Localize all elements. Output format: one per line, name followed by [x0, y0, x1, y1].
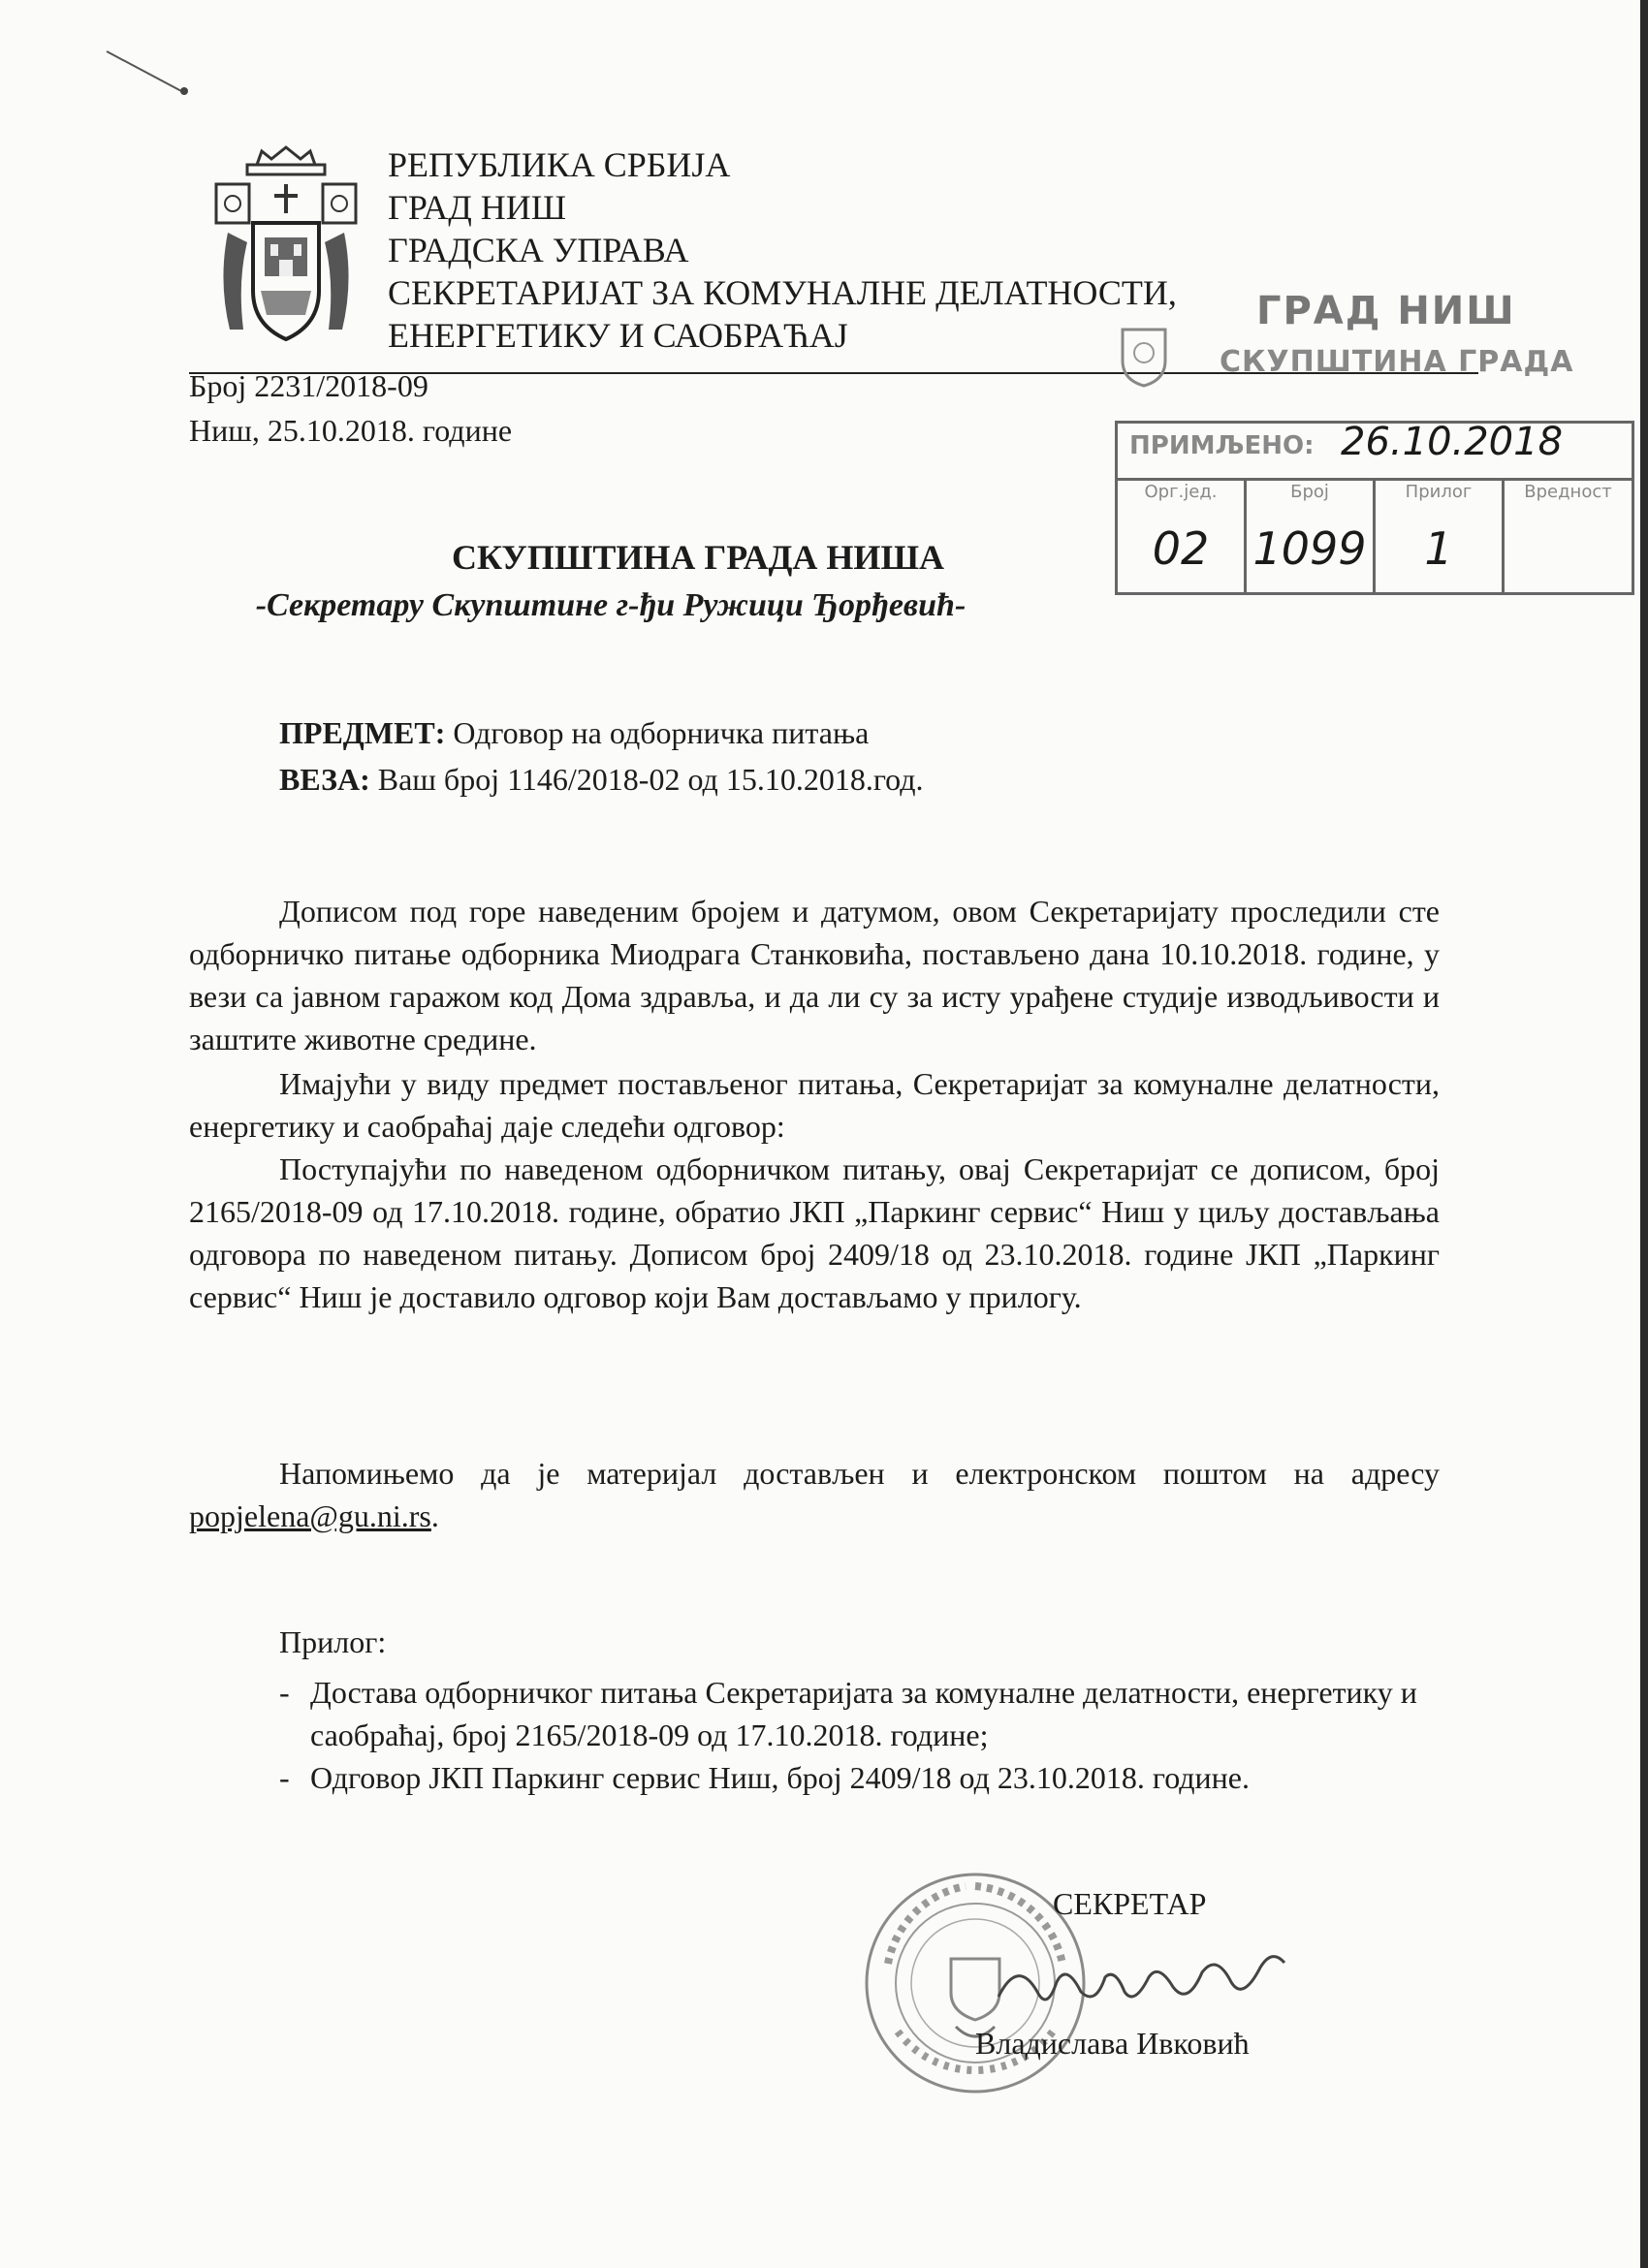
stamp-column-label: Прилог — [1405, 482, 1473, 502]
handwritten-signature — [989, 1938, 1299, 2026]
document-number: Број 2231/2018-09 — [189, 368, 428, 403]
stamp-column-value: 02 — [1152, 522, 1210, 575]
list-item-text: Одговор ЈКП Паркинг сервис Ниш, број 2409/18 од 23.10.2018. године. — [310, 1760, 1250, 1795]
list-dash: - — [279, 1675, 290, 1710]
stamp-column-value: 1 — [1424, 522, 1453, 575]
attachments-title: Прилог: — [279, 1624, 387, 1659]
stamp-received-label: ПРИМЉЕНО: — [1129, 431, 1315, 460]
letterhead-line-secretariat-cont: ЕНЕРГЕТИКУ И САОБРАЋАЈ — [388, 316, 848, 355]
stamp-column-value: 1099 — [1252, 522, 1367, 575]
letterhead — [388, 143, 1177, 357]
body-paragraph-4 — [189, 1452, 1440, 1537]
paragraph-text: Дописом под горе наведеним бројем и датумом, овом Секретаријату проследили сте одборничко питање одборника Миодрага Станковића, постављено дана 10.10.2018. године, у вези са јавном гаражом код Дома здравља, и да ли су за исту урађене студије изводљивости и заштите животне средине. — [189, 894, 1440, 1056]
paragraph-text-end: . — [430, 1498, 439, 1533]
stamp-column-label: Број — [1290, 482, 1329, 502]
paragraph-text: Имајући у виду предмет постављеног питања, Секретаријат за комуналне делатности, енергетику и саобраћај даје следећи одговор: — [189, 1066, 1440, 1144]
addressee-title: СКУПШТИНА ГРАДА НИША — [452, 538, 944, 577]
scan-scratch — [107, 50, 184, 93]
list-item — [279, 1756, 1442, 1799]
letterhead-line-city: ГРАД НИШ — [388, 188, 567, 227]
paragraph-text: Поступајући по наведеном одборничком питању, овај Секретаријат се дописом, број 2165/2018-09 од 17.10.2018. године, обратио ЈКП „Паркинг сервис“ Ниш у циљу достављања одговора по наведеном питању. Дописом број 2409/18 од 23.10.2018. године ЈКП „Паркинг сервис“ Ниш је доставило одговор који Вам достављамо у прилогу. — [189, 1151, 1440, 1314]
signatory-title: СЕКРЕТАР — [1053, 1886, 1207, 1921]
stamp-column-value-col — [1505, 478, 1632, 592]
letterhead-line-secretariat: СЕКРЕТАРИЈАТ ЗА КОМУНАЛНЕ ДЕЛАТНОСТИ, — [388, 273, 1177, 312]
signatory-name: Владислава Ивковић — [975, 2026, 1250, 2061]
paragraph-text — [189, 1452, 1440, 1537]
stamp-city: ГРАД НИШ — [1256, 289, 1516, 333]
addressee-subtitle: -Секретару Скупштине г-ђи Ружици Ђорђевић- — [255, 587, 967, 623]
link-label: ВЕЗА: — [279, 762, 370, 797]
stamp-received-row — [1118, 420, 1632, 481]
stamp-assembly: СКУПШТИНА ГРАДА — [1220, 345, 1574, 379]
attachments-list — [279, 1671, 1442, 1799]
link-text: Ваш број 1146/2018-02 од 15.10.2018.год. — [369, 762, 924, 797]
coat-of-arms-icon — [208, 145, 364, 349]
document-date: Ниш, 25.10.2018. године — [189, 413, 513, 448]
email-link[interactable]: popjelena@gu.ni.rs — [189, 1498, 431, 1533]
body-paragraph-1 — [189, 890, 1440, 1060]
list-item — [279, 1671, 1442, 1756]
list-item-text: Достава одборничког питања Секретаријата за комуналне делатности, енергетику и саобраћај, број 2165/2018-09 од 17.10.2018. године; — [310, 1675, 1417, 1752]
paragraph-text-part: Напомињемо да је материјал достављен и електронском поштом на адресу — [279, 1456, 1440, 1491]
subject-line — [279, 715, 869, 751]
subject-label: ПРЕДМЕТ: — [279, 715, 446, 750]
letterhead-line-administration: ГРАДСКА УПРАВА — [388, 231, 689, 269]
list-dash: - — [279, 1760, 290, 1795]
scan-edge — [1640, 0, 1648, 2268]
letterhead-line-country: РЕПУБЛИКА СРБИЈА — [388, 145, 731, 184]
stamp-column-label: Орг.јед. — [1144, 482, 1218, 502]
stamp-emblem-icon — [1115, 322, 1173, 390]
stamp-received-date: 26.10.2018 — [1341, 420, 1564, 464]
stamp-column-label: Вредност — [1524, 482, 1612, 502]
subject-text: Одговор на одборничка питања — [445, 715, 870, 750]
body-paragraph-2 — [189, 1062, 1440, 1148]
scan-dot — [180, 87, 188, 95]
link-line — [279, 762, 924, 798]
body-paragraph-3 — [189, 1148, 1440, 1318]
